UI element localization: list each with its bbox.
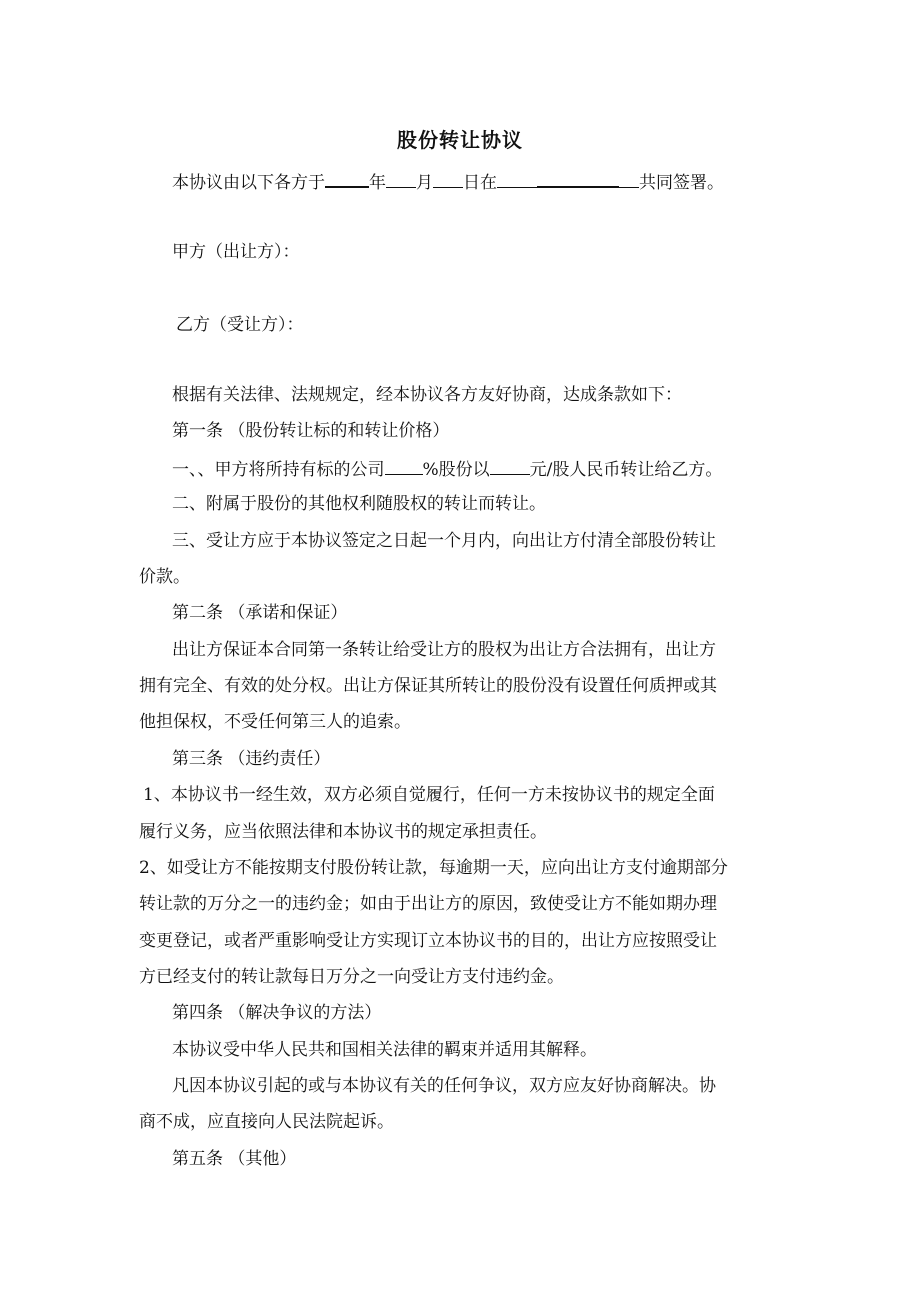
intro-text-3: 月 (416, 173, 433, 193)
document-title: 股份转让协议 (397, 128, 523, 152)
percent-blank (385, 456, 423, 475)
article3-clause1-line2: 履行义务，应当依照法律和本协议书的规定承担责任。 (139, 822, 547, 842)
year-blank (325, 168, 369, 188)
place-blank-b (537, 168, 619, 188)
article4-para2-line1: 凡因本协议引起的或与本协议有关的任何争议，双方应友好协商解决。协 (172, 1076, 716, 1096)
article3-clause2-line4: 方已经支付的转让款每日万分之一向受让方支付违约金。 (139, 967, 564, 987)
article1-item2: 二、附属于股份的其他权利随股权的转让而转让。 (172, 494, 546, 514)
article1-item1-text-c: 元/股人民币转让给乙方。 (529, 460, 723, 480)
month-blank (386, 169, 416, 188)
article2-line3: 他担保权，不受任何第三人的追索。 (139, 712, 411, 732)
place-blank-c (619, 169, 639, 188)
intro-text-4: 日在 (463, 173, 497, 193)
article3-clause1-line1: 1、本协议书一经生效，双方必须自觉履行，任何一方未按协议书的规定全面 (143, 785, 715, 805)
price-blank (490, 456, 530, 475)
article2-heading: 第二条 （承诺和保证） (172, 603, 348, 623)
article4-para2-line2: 商不成，应直接向人民法院起诉。 (139, 1112, 394, 1132)
article2-line2: 拥有完全、有效的处分权。出让方保证其所转让的股份没有设置任何质押或其 (139, 676, 717, 696)
preamble: 根据有关法律、法规规定，经本协议各方友好协商，达成条款如下： (172, 385, 682, 405)
article1-item3-line1: 三、受让方应于本协议签定之日起一个月内，向出让方付清全部股份转让 (172, 531, 716, 551)
article1-heading: 第一条 （股份转让标的和转让价格） (172, 421, 450, 441)
article4-para1: 本协议受中华人民共和国相关法律的羁束并适用其解释。 (172, 1040, 597, 1060)
day-blank (433, 169, 463, 188)
intro-text-5: 共同签署。 (639, 173, 724, 193)
article3-heading: 第三条 （违约责任） (172, 749, 331, 769)
article4-heading: 第四条 （解决争议的方法） (172, 1003, 382, 1023)
intro-line (172, 168, 724, 195)
article3-clause2-line2: 转让款的万分之一的违约金；如由于出让方的原因，致使受让方不能如期办理 (139, 894, 717, 914)
article3-clause2-line1: 2、如受让方不能按期支付股份转让款，每逾期一天，应向出让方支付逾期部分 (139, 858, 728, 878)
article1-item3-line2: 价款。 (139, 567, 190, 587)
article5-heading: 第五条 （其他） (172, 1149, 297, 1169)
article3-clause2-line3: 变更登记，或者严重影响受让方实现订立本协议书的目的，出让方应按照受让 (139, 931, 717, 951)
article1-item1-text-b: %股份以 (422, 460, 490, 480)
article1-item1 (172, 456, 722, 482)
place-blank-a (497, 169, 537, 188)
article1-item1-text-a: 一、、甲方将所持有标的公司 (172, 460, 385, 480)
article2-line1: 出让方保证本合同第一条转让给受让方的股权为出让方合法拥有，出让方 (172, 640, 716, 660)
intro-text-1: 本协议由以下各方于 (172, 173, 325, 193)
party-a-label: 甲方（出让方）： (172, 242, 300, 262)
party-b-label: 乙方（受让方）： (176, 315, 304, 335)
intro-text-2: 年 (369, 173, 386, 193)
